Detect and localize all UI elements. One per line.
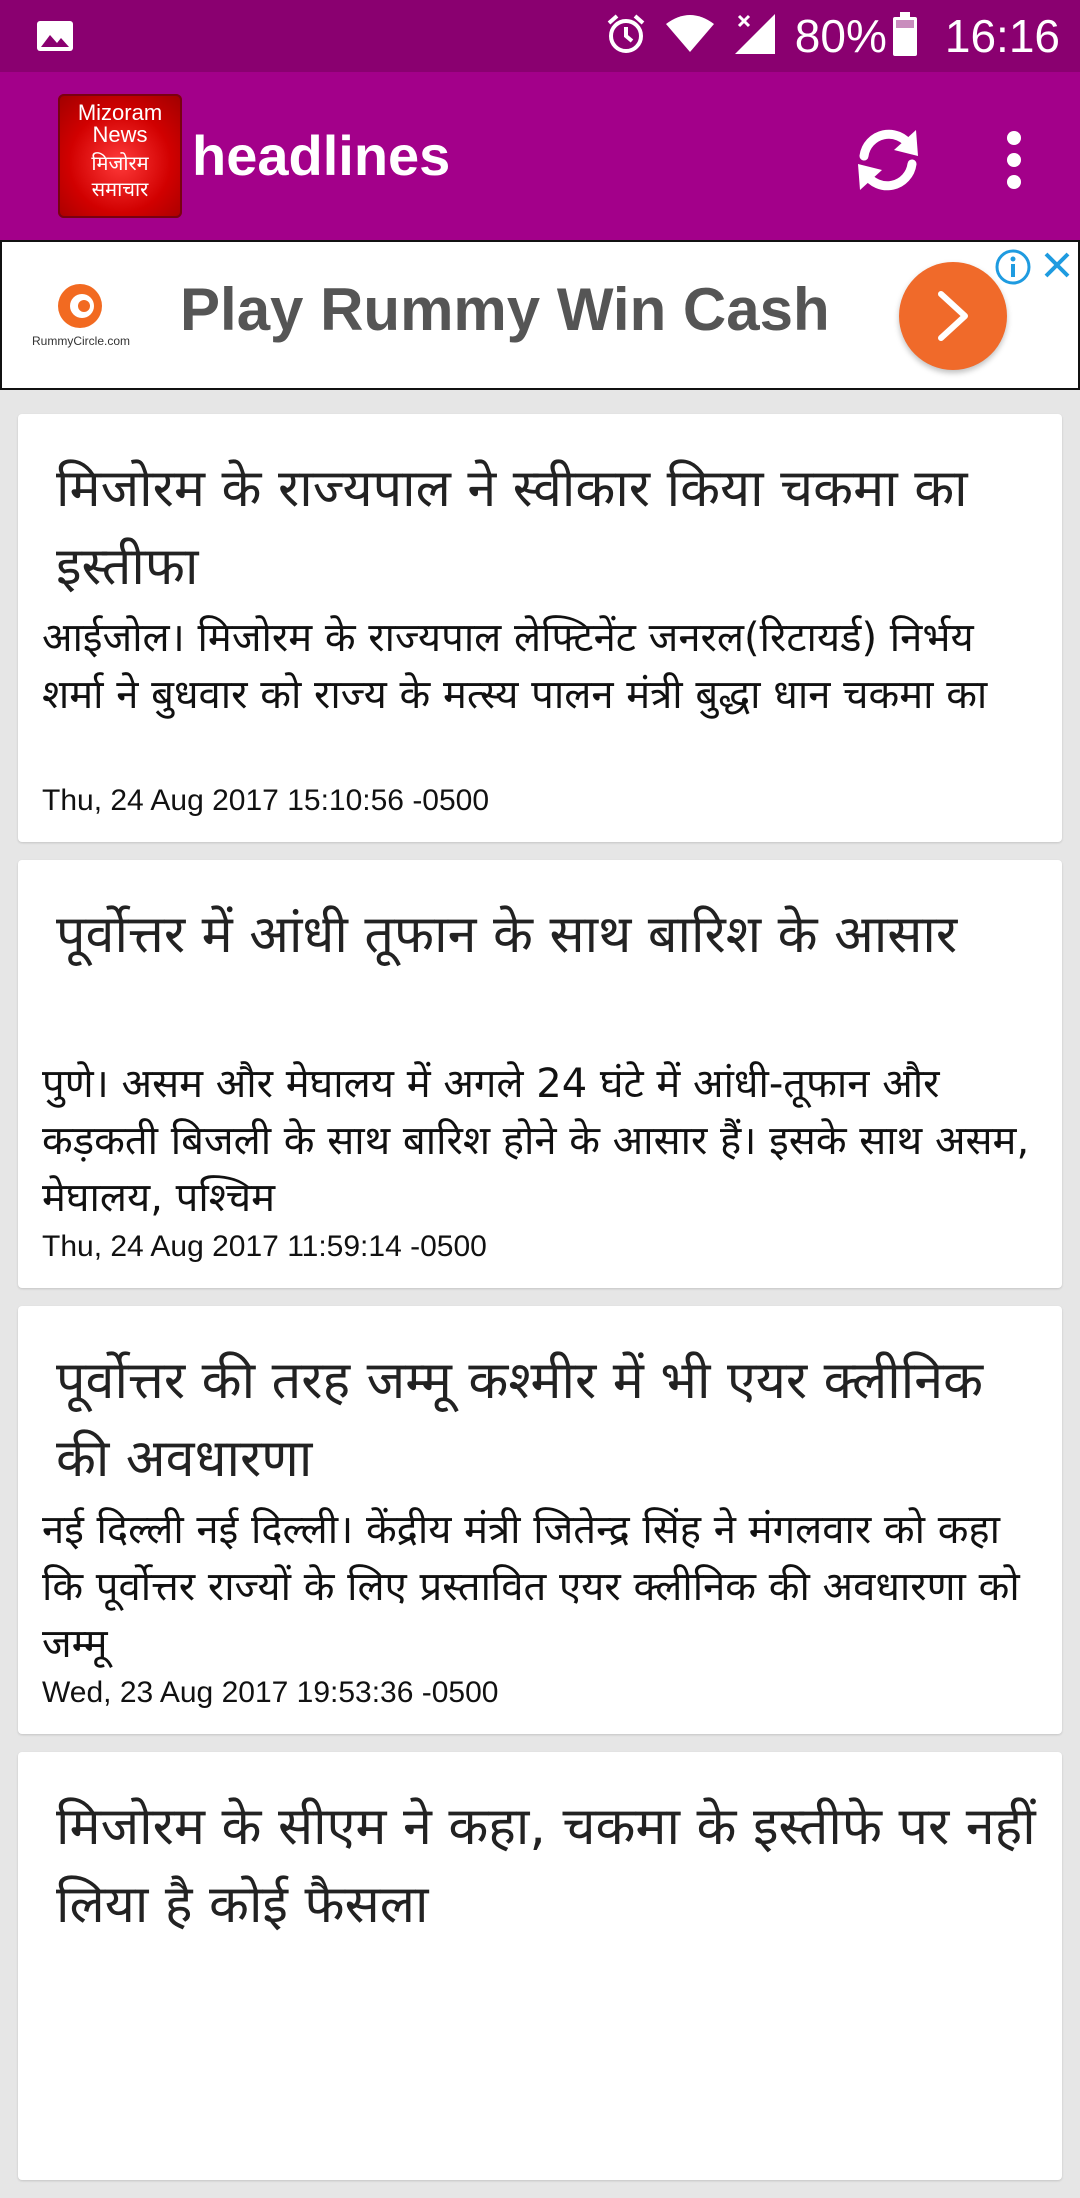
- ad-brand: RummyCircle.com: [32, 334, 131, 348]
- status-bar: [0, 0, 1080, 72]
- page-title: headlines: [192, 124, 451, 187]
- more-options-icon[interactable]: [998, 128, 1030, 192]
- ad-open-button[interactable]: [899, 262, 1007, 370]
- signal-icon: [733, 12, 777, 60]
- news-card[interactable]: [18, 860, 1062, 1288]
- news-date: Wed, 23 Aug 2017 19:53:36 -0500: [42, 1676, 499, 1709]
- news-title[interactable]: पूर्वोत्तर में आंधी तूफान के साथ बारिश के आसार: [56, 905, 958, 965]
- news-card[interactable]: [18, 1752, 1062, 2180]
- clock: 16:16: [944, 10, 1060, 62]
- news-card[interactable]: [18, 414, 1062, 842]
- ad-headline[interactable]: Play Rummy Win Cash: [180, 276, 830, 343]
- ad-banner[interactable]: [0, 240, 1080, 390]
- battery-percent: 80%: [794, 10, 887, 62]
- news-date: Thu, 24 Aug 2017 11:59:14 -0500: [42, 1230, 487, 1263]
- refresh-icon[interactable]: [850, 122, 926, 198]
- app-logo: [58, 94, 182, 218]
- news-summary: [42, 1948, 1042, 2119]
- logo-line-1: Mizoram: [77, 100, 163, 125]
- news-title[interactable]: मिजोरम के राज्यपाल ने स्वीकार किया चकमा का इस्तीफा: [56, 459, 968, 597]
- news-summary: पुणे। असम और मेघालय में अगले 24 घंटे में आंधी-तूफान और कड़कती बिजली के साथ बारिश होने के आसार हैं। इसके साथ असम, मेघालय, पश्चिम: [42, 1061, 1030, 1221]
- alarm-icon: [605, 13, 647, 59]
- news-title[interactable]: पूर्वोत्तर की तरह जम्मू कश्मीर में भी एयर क्लीनिक की अवधारणा: [56, 1351, 984, 1489]
- news-summary: नई दिल्ली नई दिल्ली। केंद्रीय मंत्री जितेन्द्र सिंह ने मंगलवार को कहा कि पूर्वोत्तर राज्यों के लिए प्रस्तावित एयर क्लीनिक की अवधारणा को जम्मू: [42, 1507, 1020, 1667]
- ad-close-icon[interactable]: [1040, 248, 1074, 286]
- news-list: [18, 414, 1062, 2198]
- logo-line-2: News: [92, 122, 148, 147]
- news-summary: आईजोल। मिजोरम के राज्यपाल लेफ्टिनेंट जनरल(रिटायर्ड) निर्भय शर्मा ने बुधवार को राज्य के मत्स्य पालन मंत्री बुद्धा धान चकमा का: [42, 615, 988, 718]
- news-date: Thu, 24 Aug 2017 15:10:56 -0500: [42, 784, 490, 817]
- image-icon: [36, 20, 74, 56]
- news-title[interactable]: मिजोरम के सीएम ने कहा, चकमा के इस्तीफे पर नहीं लिया है कोई फैसला: [56, 1797, 1036, 1935]
- app-toolbar: [0, 72, 1080, 240]
- ad-info-icon[interactable]: [994, 248, 1032, 290]
- logo-line-3: मिजोरम: [91, 151, 149, 175]
- logo-line-4: समाचार: [91, 177, 149, 201]
- news-card[interactable]: [18, 1306, 1062, 1734]
- wifi-icon: [665, 14, 715, 58]
- battery-icon: [893, 12, 917, 60]
